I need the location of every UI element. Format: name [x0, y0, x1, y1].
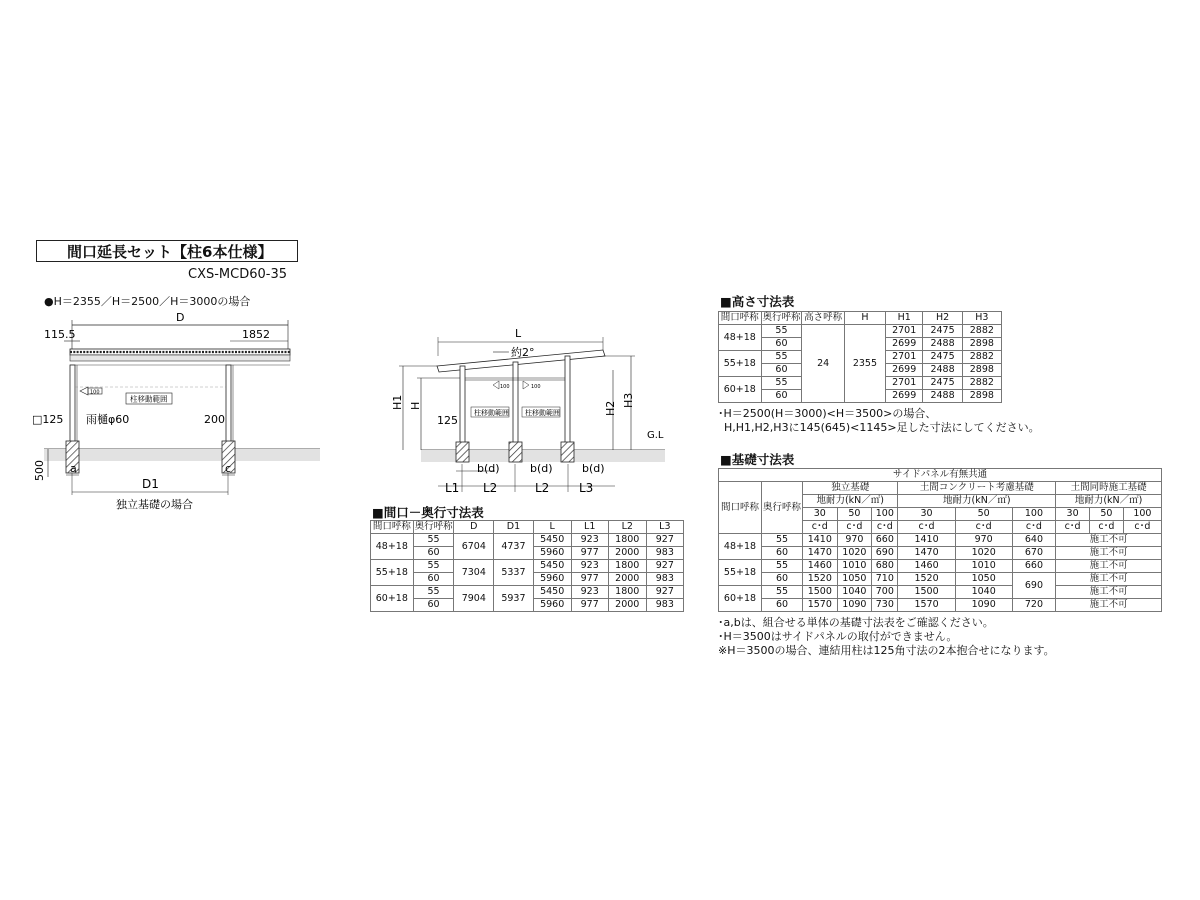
- table-row: 60 5960 977 2000 983: [371, 573, 684, 586]
- height-table: [718, 311, 1002, 403]
- table-row: 30 50 100 30 50 100 30 50 100: [719, 508, 1162, 521]
- svg-text:100: 100: [500, 384, 510, 390]
- dim-L-label: L: [515, 327, 522, 340]
- table-row: 48+18 55 24 2355 2701 2475 2882: [719, 325, 1002, 338]
- dim-D-label: D: [176, 311, 185, 324]
- L2-label-1: L2: [483, 481, 498, 495]
- table-row: 間口呼称 奥行呼称 高さ呼称 H H1 H2 H3: [719, 312, 1002, 325]
- range-label: 柱移動範囲: [130, 394, 168, 404]
- front-view-caption: 独立基礎の場合: [116, 498, 193, 511]
- table-row: 60 1520 1050 710 1520 1050 690 施工不可: [719, 573, 1162, 586]
- table-row: 60 2699 2488 2898: [719, 364, 1002, 377]
- table-row: 間口呼称 奥行呼称 独立基礎 土間コンクリート考慮基礎 土間同時施工基礎: [719, 482, 1162, 495]
- table-row: 48+18 55 6704 4737 5450 923 1800 927: [371, 534, 684, 547]
- dim-table-title: ■間口－奥行寸法表: [372, 505, 484, 520]
- foundation-note-1: ･a,bは、組合せる単体の基礎寸法表をご確認ください。: [718, 616, 994, 629]
- range-label-left: 柱移動範囲: [474, 409, 509, 417]
- table-row: サイドパネル有無共通: [719, 469, 1162, 482]
- svg-text:100: 100: [531, 384, 541, 390]
- foundation-table: [718, 468, 1162, 612]
- dim-D1-label: D1: [142, 477, 159, 491]
- H2-label: H2: [604, 400, 617, 416]
- table-row: 60+18 55 7904 5937 5450 923 1800 927: [371, 586, 684, 599]
- bd-label-3: b(d): [582, 462, 605, 475]
- H-label: H: [409, 401, 422, 410]
- bd-label-2: b(d): [530, 462, 553, 475]
- section-title: 間口延長セット【柱6本仕様】: [36, 240, 298, 262]
- table-row: 60 5960 977 2000 983: [371, 599, 684, 612]
- table-row: 60 1470 1020 690 1470 1020 670 施工不可: [719, 547, 1162, 560]
- GL-label: G.L: [647, 430, 664, 441]
- dim-table: [370, 520, 684, 612]
- H1-label: H1: [391, 394, 404, 410]
- height-note-1: ･H＝2500(H＝3000)<H＝3500>の場合、: [718, 407, 937, 420]
- dim-500-label: 500: [33, 460, 46, 481]
- height-condition: ●H＝2355／H＝2500／H＝3000の場合: [44, 295, 251, 308]
- table-row: 55+18 55 1460 1010 680 1460 1010 660 施工不可: [719, 560, 1162, 573]
- dim-1852-label: 1852: [242, 328, 270, 341]
- table-row: 55+18 55 7304 5337 5450 923 1800 927: [371, 560, 684, 573]
- dim-125-label: 125: [437, 414, 458, 427]
- foundation-note-3: ※H＝3500の場合、連結用柱は125角寸法の2本抱合せになります。: [718, 644, 1055, 657]
- slope-label: 約2°: [511, 346, 535, 359]
- table-row: 60 5960 977 2000 983: [371, 547, 684, 560]
- table-row: 60+18 55 2701 2475 2882: [719, 377, 1002, 390]
- table-row: 間口呼称 奥行呼称 D D1 L L1 L2 L3: [371, 521, 684, 534]
- side-view-drawing: [385, 320, 665, 500]
- dim-115-label: 115.5: [44, 328, 76, 341]
- height-table-title: ■高さ寸法表: [720, 294, 795, 309]
- table-row: 60 2699 2488 2898: [719, 338, 1002, 351]
- dim-200-label: 200: [204, 413, 225, 426]
- front-view-drawing: [30, 305, 330, 515]
- table-row: c･d c･d c･d c･d c･d c･d c･d c･d c･d: [719, 521, 1162, 534]
- foundation-note-2: ･H＝3500はサイドパネルの取付ができません。: [718, 630, 958, 643]
- H3-label: H3: [622, 392, 635, 408]
- L3-label: L3: [579, 481, 594, 495]
- gutter-label: 雨樋φ60: [86, 413, 130, 426]
- label-c: c: [225, 462, 232, 475]
- bd-label-1: b(d): [477, 462, 500, 475]
- table-row: 55+18 55 2701 2475 2882: [719, 351, 1002, 364]
- L2-label-2: L2: [535, 481, 550, 495]
- table-row: 60+18 55 1500 1040 700 1500 1040 施工不可: [719, 586, 1162, 599]
- arrow-100-label: 100: [90, 389, 100, 396]
- L1-label: L1: [445, 481, 460, 495]
- table-row: 60 1570 1090 730 1570 1090 720 施工不可: [719, 599, 1162, 612]
- height-note-2: H,H1,H2,H3に145(645)<1145>足した寸法にしてください。: [724, 421, 1040, 434]
- post-size-label: □125: [32, 413, 64, 426]
- range-label-right: 柱移動範囲: [525, 409, 560, 417]
- table-row: 60 2699 2488 2898: [719, 390, 1002, 403]
- foundation-table-title: ■基礎寸法表: [720, 452, 795, 467]
- table-row: 48+18 55 1410 970 660 1410 970 640 施工不可: [719, 534, 1162, 547]
- model-number: CXS-MCD60-35: [188, 267, 288, 282]
- label-a: a: [70, 462, 77, 475]
- table-row: 地耐力(kN／㎡) 地耐力(kN／㎡) 地耐力(kN／㎡): [719, 495, 1162, 508]
